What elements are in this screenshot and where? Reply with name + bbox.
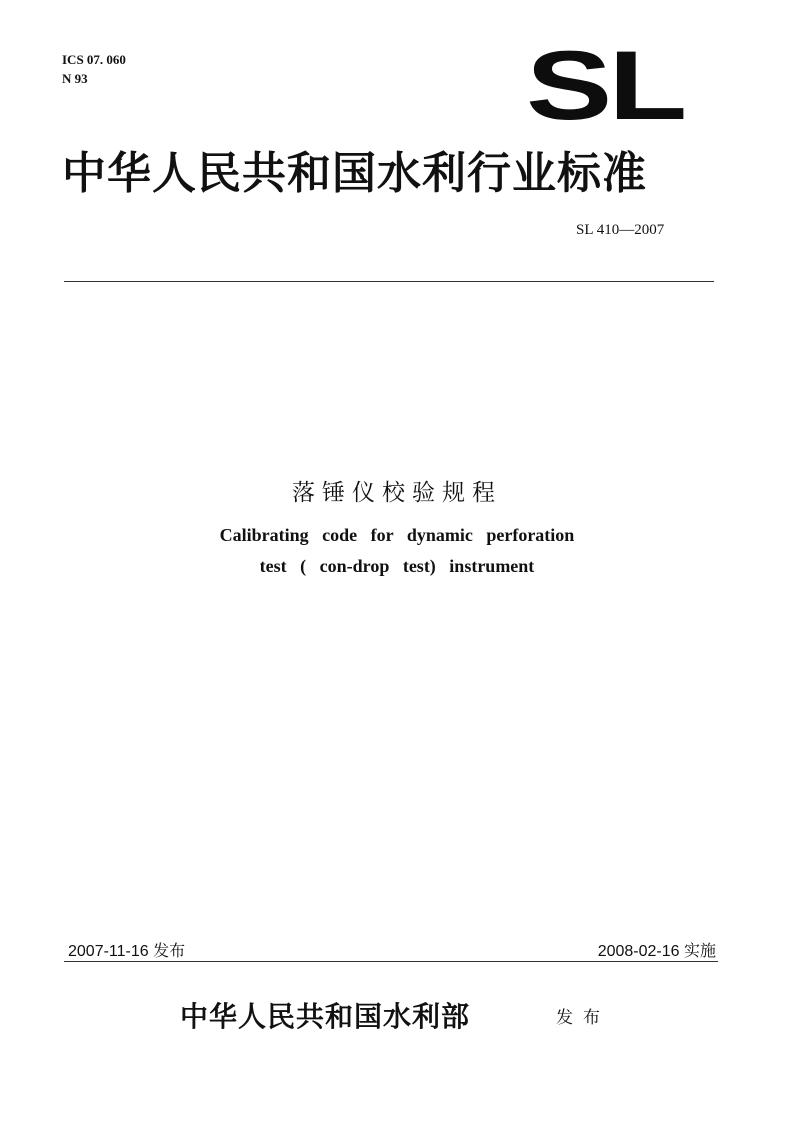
classification-codes: [62, 50, 126, 88]
bottom-divider: [64, 961, 718, 962]
top-divider: [64, 281, 714, 282]
implementation-date: 2008-02-16 实施: [597, 943, 716, 960]
publish-label: 发布: [556, 1008, 610, 1028]
english-title: [0, 520, 794, 582]
standard-category-title: 中华人民共和国水利行业标准: [62, 148, 647, 199]
english-title-line-1: Calibrating code for dynamic perforation: [219, 525, 575, 545]
ics-code: ICS 07. 060: [62, 52, 126, 67]
sl-logo: SL: [526, 30, 684, 140]
ccs-code: N 93: [62, 71, 88, 86]
standard-number: SL 410—2007: [576, 222, 665, 238]
publisher-name: 中华人民共和国水利部: [180, 1000, 471, 1033]
issue-date: 2007-11-16 发布: [68, 943, 186, 960]
chinese-title: 落锤仪校验规程: [292, 480, 502, 506]
english-title-line-2: test ( con-drop test) instrument: [259, 556, 535, 576]
